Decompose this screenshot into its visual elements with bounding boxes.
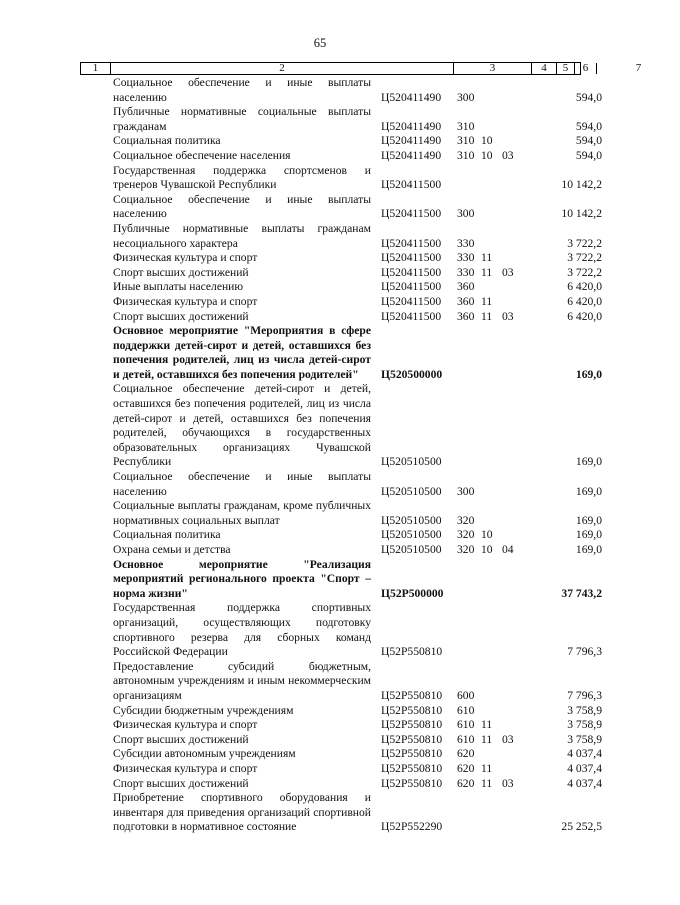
row-sum: 3 722,2: [567, 236, 602, 250]
row-sum: 37 743,2: [561, 586, 602, 600]
table-row: [0, 382, 640, 470]
row-code: Ц520411500: [381, 280, 442, 294]
row-expense-type: 320: [457, 543, 475, 556]
row-name: Социальное обеспечение и иные выплаты населению: [113, 76, 371, 104]
row-subsection: 03: [502, 265, 514, 279]
row-code: Ц520411500: [381, 207, 442, 221]
row-expense-type: 310: [457, 148, 475, 162]
table-row: [0, 499, 640, 528]
row-sum: 169,0: [575, 513, 602, 527]
row-name: Предоставление субсидий бюджетным, автономным учреждениям и иным некоммерческим организациям: [113, 659, 371, 702]
row-sum: 6 420,0: [567, 294, 602, 308]
row-expense-type: 300: [457, 90, 475, 104]
row-sum: 594,0: [575, 134, 602, 148]
table-row: [0, 558, 640, 602]
row-sum: 3 758,9: [567, 732, 602, 746]
row-expense-type: 330: [457, 251, 475, 265]
table-row: [0, 310, 640, 325]
row-sum: 10 142,2: [561, 207, 602, 221]
row-name: Физическая культура и спорт: [113, 718, 258, 732]
row-sum: 594,0: [575, 148, 602, 162]
row-expense-type: 620: [457, 761, 475, 775]
table-row: [0, 762, 640, 777]
table-row: [0, 704, 640, 719]
row-code: Ц520510500: [381, 528, 442, 542]
table-row: [0, 149, 640, 164]
header-col-7: 7: [635, 62, 642, 74]
header-col-6: 6: [575, 63, 597, 74]
row-code: Ц520411500: [381, 178, 442, 192]
row-sum: 7 796,3: [567, 645, 602, 659]
row-name: Социальная политика: [113, 134, 221, 148]
row-section: 11: [481, 265, 493, 279]
row-expense-type: 320: [457, 513, 475, 527]
table-header: [80, 62, 642, 75]
table-row: [0, 193, 640, 222]
row-code: Ц520411500: [381, 294, 442, 308]
row-name: Государственная поддержка спортивных организаций, осуществляющих подготовку спортивного резерва для сборных команд Российской Федерации: [113, 601, 371, 659]
row-expense-type: 300: [457, 484, 475, 498]
row-subsection: 04: [502, 543, 514, 556]
row-name: Публичные нормативные социальные выплаты гражданам: [113, 105, 371, 133]
row-code: Ц52P550810: [381, 645, 443, 659]
row-code: Ц520510500: [381, 455, 442, 469]
row-section: 10: [481, 148, 493, 162]
table-row: [0, 251, 640, 266]
table-row: [0, 470, 640, 499]
table-row: [0, 777, 640, 792]
row-code: Ц520411500: [381, 309, 442, 323]
row-name: Спорт высших достижений: [113, 732, 249, 746]
row-code: Ц520411500: [381, 251, 442, 265]
table-row: [0, 164, 640, 193]
row-name: Физическая культура и спорт: [113, 294, 258, 308]
row-name: Публичные нормативные выплаты гражданам несоциального характера: [113, 221, 371, 250]
row-sum: 3 722,2: [567, 265, 602, 279]
row-name: Социальные выплаты гражданам, кроме публичных нормативных социальных выплат: [113, 499, 371, 527]
row-sum: 25 252,5: [561, 820, 602, 834]
row-sum: 169,0: [575, 367, 602, 381]
table-row: [0, 791, 640, 835]
row-sum: 4 037,4: [567, 776, 602, 790]
row-name: Спорт высших достижений: [113, 265, 249, 279]
row-name: Субсидии бюджетным учреждениям: [113, 703, 294, 717]
row-name: Спорт высших достижений: [113, 309, 249, 323]
header-col-1: 1: [81, 63, 111, 74]
row-code: Ц520500000: [381, 367, 443, 381]
page-number: 65: [313, 36, 327, 50]
row-section: 11: [481, 776, 493, 790]
row-expense-type: 360: [457, 280, 475, 294]
table-row: [0, 324, 640, 382]
row-code: Ц52P500000: [381, 586, 444, 600]
table-row: [0, 105, 640, 134]
row-expense-type: 360: [457, 309, 475, 323]
row-sum: 169,0: [575, 484, 602, 498]
row-section: 11: [481, 732, 493, 746]
row-code: Ц520411500: [381, 236, 442, 250]
row-subsection: 03: [502, 309, 514, 323]
row-code: Ц520411500: [381, 265, 442, 279]
row-expense-type: 610: [457, 703, 475, 717]
row-subsection: 03: [502, 732, 514, 746]
table-row: [0, 295, 640, 310]
row-code: Ц52P550810: [381, 688, 443, 702]
table-row: [0, 280, 640, 295]
row-name: Социальное обеспечение и иные выплаты населению: [113, 192, 371, 221]
row-section: 11: [481, 309, 493, 323]
row-section: 10: [481, 528, 493, 542]
row-code: Ц52P552290: [381, 820, 443, 834]
table-row: [0, 660, 640, 704]
row-expense-type: 600: [457, 688, 475, 702]
row-code: Ц520411490: [381, 90, 442, 104]
row-expense-type: 620: [457, 776, 475, 790]
table-row: [0, 718, 640, 733]
row-sum: 594,0: [575, 90, 602, 104]
row-section: 10: [481, 543, 493, 556]
row-expense-type: 330: [457, 236, 475, 250]
header-col-2: 2: [111, 63, 454, 74]
table-row: [0, 134, 640, 149]
row-section: 11: [481, 761, 493, 775]
row-code: Ц520510500: [381, 513, 442, 527]
row-expense-type: 320: [457, 528, 475, 542]
row-code: Ц52P550810: [381, 776, 443, 790]
row-name: Основное мероприятие "Мероприятия в сфере поддержки детей-сирот и детей, оставшихся без попечения родителей, лиц из числа детей-сирот и детей, оставшихся без попечения родителей": [113, 324, 371, 381]
row-code: Ц52P550810: [381, 732, 443, 746]
row-sum: 6 420,0: [567, 280, 602, 294]
row-expense-type: 610: [457, 732, 475, 746]
row-code: Ц520510500: [381, 543, 442, 556]
row-name: Спорт высших достижений: [113, 776, 249, 790]
row-sum: 4 037,4: [567, 747, 602, 761]
row-name: Физическая культура и спорт: [113, 761, 258, 775]
table-row: [0, 543, 640, 558]
row-sum: 7 796,3: [567, 688, 602, 702]
row-expense-type: 300: [457, 207, 475, 221]
row-expense-type: 620: [457, 747, 475, 761]
row-sum: 169,0: [575, 543, 602, 556]
row-sum: 594,0: [575, 119, 602, 133]
row-name: Охрана семьи и детства: [113, 543, 231, 556]
row-expense-type: 310: [457, 119, 475, 133]
table-row: [0, 266, 640, 281]
budget-table-body: [0, 76, 640, 835]
row-subsection: 03: [502, 776, 514, 790]
row-name: Приобретение спортивного оборудования и инвентаря для приведения организаций спортивной подготовки в нормативное состояние: [113, 791, 371, 834]
header-col-4: 4: [532, 63, 557, 74]
row-sum: 4 037,4: [567, 761, 602, 775]
row-code: Ц52P550810: [381, 703, 443, 717]
row-name: Субсидии автономным учреждениям: [113, 747, 296, 761]
table-row: [0, 222, 640, 251]
row-name: Социальное обеспечение и иные выплаты населению: [113, 470, 371, 498]
row-expense-type: 330: [457, 265, 475, 279]
row-section: 11: [481, 718, 493, 732]
table-row: [0, 76, 640, 105]
row-sum: 3 758,9: [567, 718, 602, 732]
row-name: Иные выплаты населению: [113, 280, 244, 294]
header-col-3: 3: [454, 63, 532, 74]
row-name: Социальное обеспечение населения: [113, 148, 291, 162]
row-code: Ц52P550810: [381, 718, 443, 732]
row-code: Ц52P550810: [381, 747, 443, 761]
row-code: Ц520411490: [381, 134, 442, 148]
row-name: Социальная политика: [113, 528, 221, 542]
row-sum: 3 758,9: [567, 703, 602, 717]
table-row: [0, 601, 640, 659]
row-expense-type: 310: [457, 134, 475, 148]
row-expense-type: 610: [457, 718, 475, 732]
row-sum: 10 142,2: [561, 178, 602, 192]
row-sum: 169,0: [575, 455, 602, 469]
row-name: Социальное обеспечение детей-сирот и детей, оставшихся без попечения родителей, лиц из числа детей-сирот и детей, оставшихся без попечения родителей, обучающихся в государственных образовательных организациях Чувашской Республики: [113, 382, 371, 469]
row-code: Ц520510500: [381, 484, 442, 498]
row-expense-type: 360: [457, 294, 475, 308]
row-code: Ц520411490: [381, 148, 442, 162]
table-row: [0, 747, 640, 762]
row-section: 11: [481, 294, 493, 308]
row-sum: 3 722,2: [567, 251, 602, 265]
row-code: Ц52P550810: [381, 761, 443, 775]
row-name: Основное мероприятие "Реализация мероприятий регионального проекта "Спорт – норма жизни": [113, 557, 371, 600]
row-subsection: 03: [502, 148, 514, 162]
row-section: 10: [481, 134, 493, 148]
row-sum: 169,0: [575, 528, 602, 542]
row-code: Ц520411490: [381, 119, 442, 133]
row-section: 11: [481, 251, 493, 265]
table-row: [0, 528, 640, 543]
row-name: Физическая культура и спорт: [113, 251, 258, 265]
row-name: Государственная поддержка спортсменов и тренеров Чувашской Республики: [113, 163, 371, 192]
table-row: [0, 733, 640, 748]
row-sum: 6 420,0: [567, 309, 602, 323]
header-col-5: 5: [557, 63, 575, 74]
